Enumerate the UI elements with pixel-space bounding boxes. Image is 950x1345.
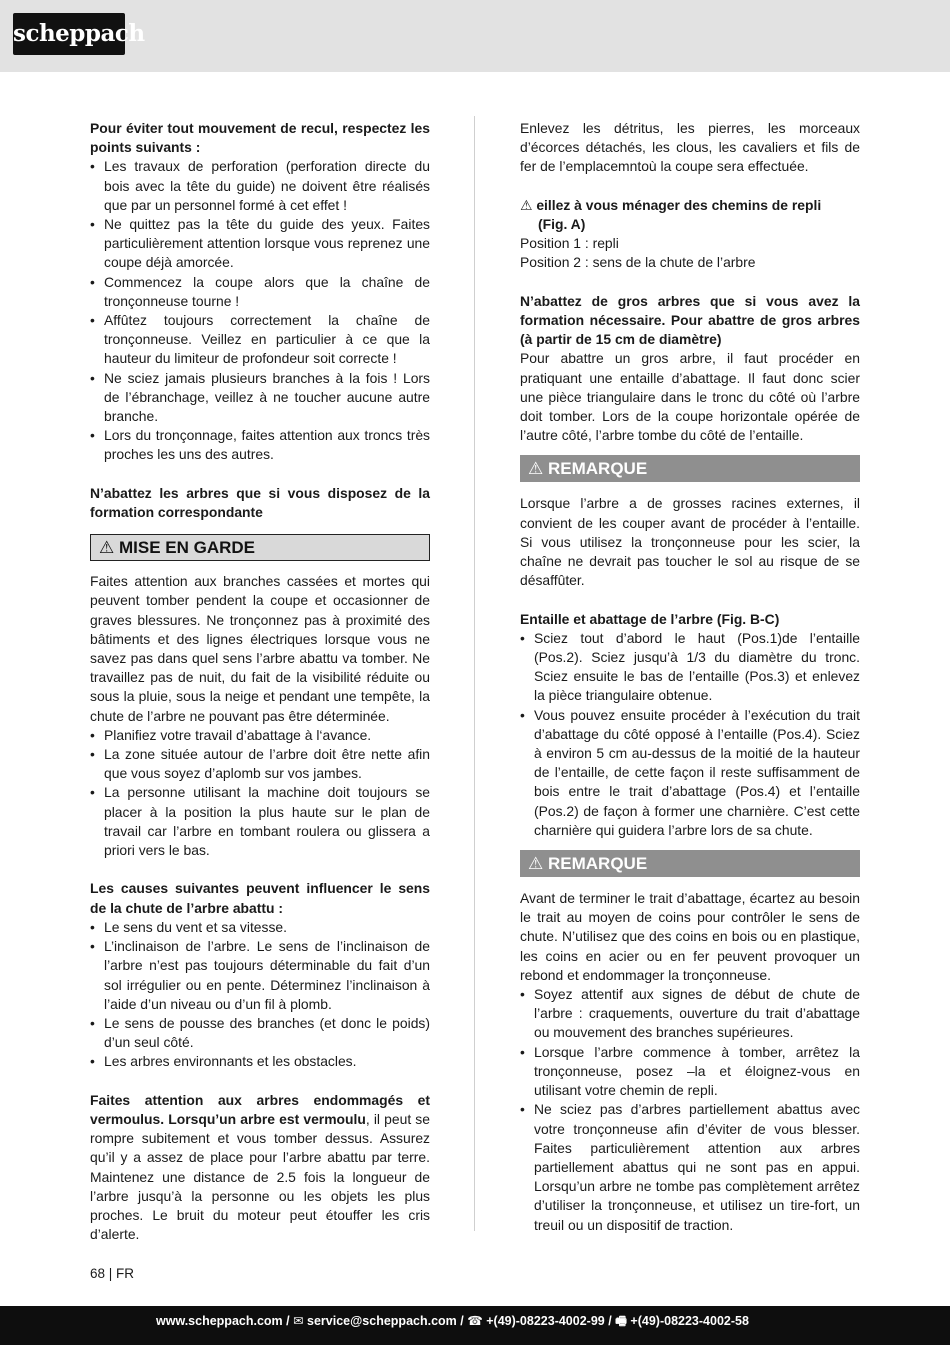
list-item: • Lors du tronçonnage, faites attention aux troncs très proches les uns des autres. [90,426,430,464]
list-item: • Ne quittez pas la tête du guide des yeux. Faites particulièrement attention lorsque vous reprenez une coupe déjà amorcée. [90,215,430,273]
causes-heading: Les causes suivantes peuvent influencer le sens de la chute de l’arbre abattu : [90,880,430,916]
right-column [520,119,860,1235]
list-item: • Les travaux de perforation (perforation directe du bois avec la tête du guide) ne doivent être réalisés que par un personnel formé à cet effet ! [90,157,430,215]
remark-box-1 [520,455,860,482]
big-trees-heading: N’abattez de gros arbres que si vous avez la formation nécessaire. Pour abattre de gros arbres (à partir de 15 cm de diamètre) [520,292,860,348]
list-item: • Vous pouvez ensuite procéder à l’exécution du trait d’abattage du côté opposé à l’entaille (Pos.4). Sciez à environ 5 cm au-dessus de la moitié de la hauteur de l’entaille, de cette façon il reste suffisamment de bois entre le trait d’abattage (Pos.4) et l’entaille (Pos.2) de façon à former une charnière. C’est cette charnière qui guidera l’arbre lors de sa chute. [520,706,860,840]
warning-icon: ⚠ [99,538,115,558]
list-item: • Le sens du vent et sa vitesse. [90,918,430,937]
list-item: • Planifiez votre travail d’abattage à l‘avance. [90,726,430,745]
list-item: • Lorsque l’arbre commence à tomber, arrêtez la tronçonneuse, posez –la et éloignez-vous en utilisant votre chemin de repli. [520,1043,860,1101]
big-trees-text: Pour abattre un gros arbre, il faut procéder en pratiquant une entaille d’abattage. Il faut donc scier une pièce triangulaire dans le tronc du côté où l’arbre doit tomber. Lors de la coupe horizontale opérée de l’autre côté, l’arbre tombe du côté de l’entaille. [520,350,860,444]
formation-heading: N’abattez les arbres que si vous disposez de la formation correspondante [90,484,430,521]
list-item: • Ne sciez jamais plusieurs branches à la fois ! Lors de l’ébranchage, veillez à ne toucher aucune autre branche. [90,369,430,427]
notch-heading: Entaille et abattage de l’arbre (Fig. B-C) [520,610,780,627]
remark-1-text: Lorsque l’arbre a de grosses racines externes, il convient de les couper avant de procéder à l’entaille. Si vous utilisez la tronçonneuse pour les scier, la chaîne ne devrait pas toucher le sol au risque de se désaffûter. [520,495,860,589]
warning-bullet-list [90,726,430,860]
warning-icon: ⚠ [520,196,533,213]
warning-title: MISE EN GARDE [118,538,256,558]
remark-title: REMARQUE [547,854,648,874]
damaged-trees-bold: Faites attention aux arbres endommagés et vermoulus. Lorsqu’un arbre est vermoulu [90,1091,430,1127]
list-item: • La zone située autour de l’arbre doit être nette afin que vous soyez d’aplomb sur vos jambes. [90,745,430,783]
list-item: • Commencez la coupe alors que la chaîne de tronçonneuse tourne ! [90,273,430,311]
escape-fig-ref: (Fig. A) [538,216,586,232]
remark-title: REMARQUE [547,459,648,479]
warning-icon: ⚠ [528,459,544,479]
list-item: • L’inclinaison de l’arbre. Le sens de l’inclinaison de l’arbre n’est pas toujours déterminable du fait d’un sol irrégulier ou en pente. Déterminez l’inclinaison à l’aide d’un niveau ou d’un fil à plomb. [90,937,430,1014]
position-1: Position 1 : repli [520,235,619,252]
remark-2-bullet-list [520,985,860,1235]
list-item: • Les arbres environnants et les obstacles. [90,1052,430,1071]
intro-heading: Pour éviter tout mouvement de recul, respectez les points suivants : [90,120,430,156]
list-item: • Soyez attentif aux signes de début de chute de l’arbre : craquements, ouverture du trait d’abattage ou mouvement des branches supérieures. [520,985,860,1043]
scheppach-logo: scheppach [13,13,125,55]
remark-box-2 [520,850,860,877]
warning-text: Faites attention aux branches cassées et mortes qui peuvent tomber pendent la coupe et occasionner de graves blessures. Ne tronçonnez pas à proximité des bâtiments et des lignes électriques lorsque vous ne savez pas dans quel sens l’arbre abattu va tomber. Ne travaillez pas de nuit, du fait de la visibilité réduite ou sous la pluie, sous la neige et pendant une tempête, la chute de l’arbre ne pouvant pas être déterminée. [90,573,430,724]
escape-heading: ⚠ eillez à vous ménager des chemins de repli [520,196,822,213]
remark-2-text: Avant de terminer le trait d’abattage, écartez au besoin le trait au moyen de coins pour contrôler le sens de chute. N’utilisez que des coins en bois ou en plastique, les coins en acier ou en fer peuvent provoquer un rebond et endommager la tronçonneuse. [520,890,860,983]
position-2: Position 2 : sens de la chute de l’arbre [520,254,756,271]
notch-bullet-list [520,629,860,840]
debris-text: Enlevez les détritus, les pierres, les morceaux d’écorces détachés, les clous, les cavaliers et fils de fer de l’emplacemntoù la coupe sera effectuée. [520,120,860,175]
column-divider [474,116,475,1231]
damaged-trees-text: , il peut se rompre subitement et vous tomber dessus. Assurez qu’il y a assez de place pour l’arbre abattu par terre. Maintenez une distance de 2.5 fois la longueur de l’arbre jusqu’à la personne ou les objets les plus proches. Le bruit du moteur peut étouffer les cris d’alerte. [90,1110,430,1243]
damaged-trees-paragraph [90,1091,430,1245]
list-item: • La personne utilisant la machine doit toujours se placer à la position la plus haute sur le plan de travail car l’arbre en tombant roulera ou glissera a priori vers le bas. [90,783,430,860]
footer-contact: www.scheppach.com / ✉ service@scheppach.com / ☎ +(49)-08223-4002-99 / 🖷 +(49)-08223-4002-58 [156,1314,749,1328]
warning-box [90,534,430,561]
list-item: • Ne sciez pas d’arbres partiellement abattus avec votre tronçonneuse afin d’éviter de vous blesser. Faites particulièrement attention aux arbres partiellement abattus qui ne sont pas en appui. Lorsqu’un arbre ne tombe pas complètement arrêtez d’utiliser la tronçonneuse, et utilisez un tire-fort, un treuil ou un dispositif de traction. [520,1100,860,1234]
page-number: 68 | FR [90,1266,135,1281]
list-item: • Le sens de pousse des branches (et donc le poids) d’un seul côté. [90,1014,430,1052]
intro-bullet-list [90,157,430,464]
list-item: • Affûtez toujours correctement la chaîne de tronçonneuse. Veillez en particulier à ce que la hauteur du limiteur de profondeur soit correcte ! [90,311,430,369]
warning-icon: ⚠ [528,854,544,874]
causes-bullet-list [90,918,430,1072]
list-item: • Sciez tout d’abord le haut (Pos.1)de l’entaille (Pos.2). Sciez jusqu’à 1/3 du diamètre du tronc. Sciez ensuite le bas de l’entaille (Pos.3) et enlevez la pièce triangulaire obtenue. [520,629,860,706]
left-column [90,119,430,1244]
header-band [0,0,950,72]
